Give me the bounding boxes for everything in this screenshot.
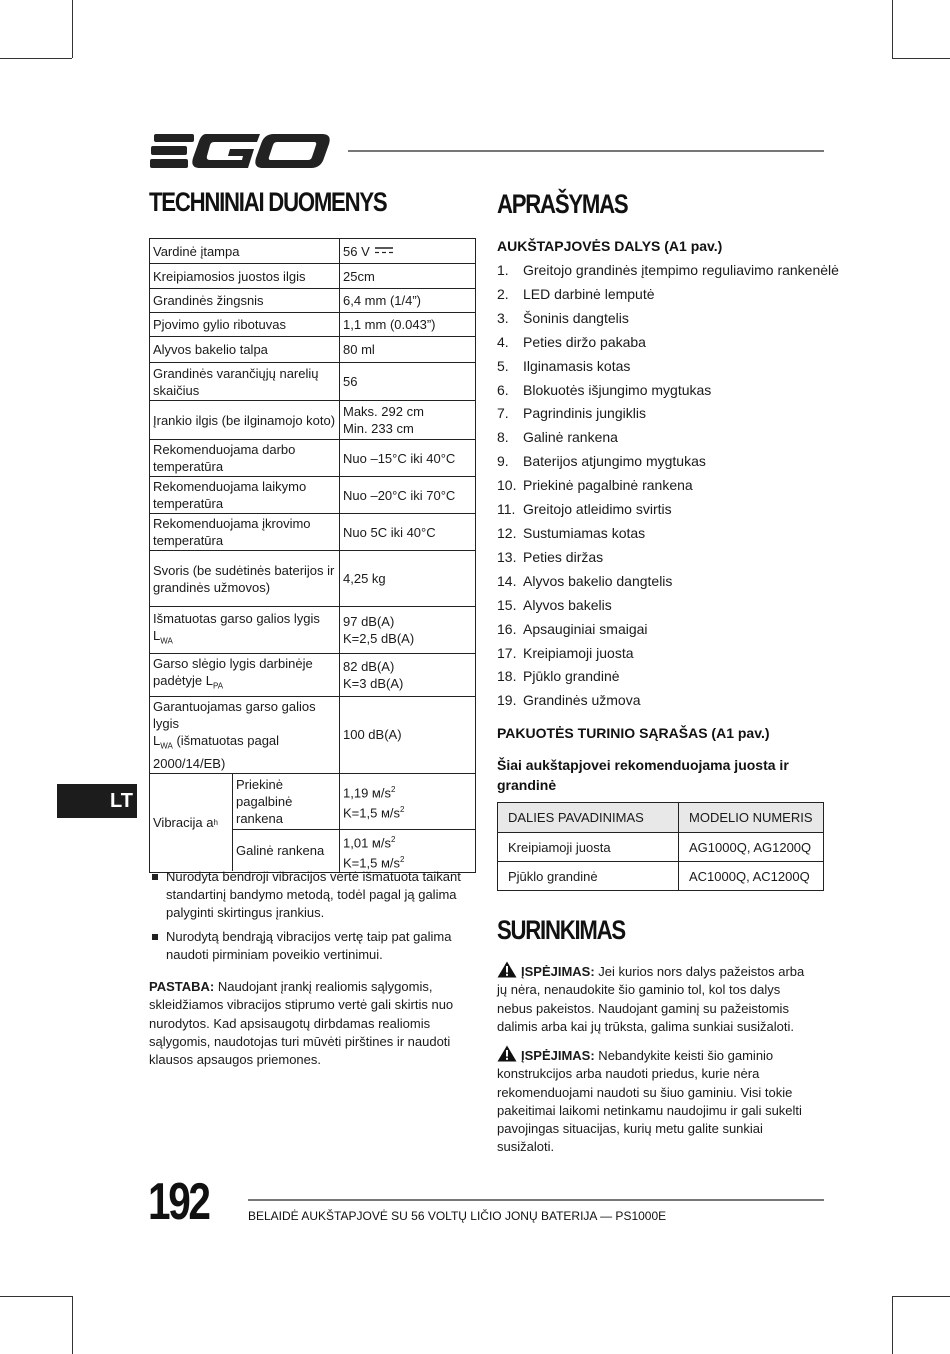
assembly-title: SURINKIMAS (497, 915, 625, 945)
list-item: 12. Sustumiamas kotas (497, 524, 646, 541)
table-row (150, 551, 476, 607)
list-item: 11. Greitojo atleidimo svirtis (497, 501, 672, 518)
table-row (150, 514, 476, 551)
spec-label: Garantuojamas garso galios lygis $L_{WA}$ (išmatuotas pagal 2000/14/EB) (150, 697, 340, 774)
crop-mark (892, 1296, 893, 1354)
recommendation-heading: Šiai aukštapjovei rekomenduojama juosta ir grandinė (497, 757, 789, 793)
spec-label: Rekomenduojama darbo temperatūra (150, 440, 340, 477)
description-title: APRAŠYMAS (497, 189, 628, 219)
list-item: 8. Galinė rankena (497, 429, 618, 446)
column-header: MODELIO NUMERIS (679, 803, 824, 833)
parts-model-table (497, 802, 824, 891)
table-header-row (498, 803, 824, 833)
language-tab: LT (57, 784, 137, 818)
warning-triangle-icon (497, 1045, 517, 1062)
parts-list (497, 259, 839, 713)
spec-label: Grandinės varančiųjų narelių skaičius (150, 363, 340, 401)
spec-value: Maks. 292 cm Min. 233 cm (340, 401, 476, 440)
spec-label: Išmatuotas garso galios lygis $L_{WA}$ (150, 607, 340, 654)
list-item: 19. Grandinės užmova (497, 692, 641, 709)
spec-table (149, 238, 476, 873)
list-item: 3. Šoninis dangtelis (497, 309, 629, 326)
table-row (150, 477, 476, 514)
table-row (498, 833, 824, 862)
list-item: 16. Apsauginiai smaigai (497, 620, 648, 637)
list-item: 18. Pjūklo grandinė (497, 668, 620, 685)
crop-mark (892, 58, 950, 59)
ego-logo (150, 130, 332, 172)
table-row (150, 697, 476, 774)
spec-label: Vardinė įtampa (150, 239, 340, 264)
note-paragraph: PASTABA: Naudojant įrankį realiomis sąlygomis, skleidžiamos vibracijos stiprumo vertė gali skirtis nuo nurodytos. Kad apsisaugotų dirbdamas realiomis sąlygomis, naudotojas turi mūvėti pirštines ir naudoti klausos apsaugos priemones. (149, 979, 454, 1068)
warning-triangle-icon (497, 961, 517, 978)
footer-rule (248, 1199, 824, 1201)
handle-front: Priekinė pagalbinė rankena (233, 774, 339, 830)
table-row (150, 239, 476, 264)
table-row (150, 440, 476, 477)
column-header: DALIES PAVADINIMAS (498, 803, 679, 833)
table-cell: Pjūklo grandinė (498, 862, 679, 891)
spec-value: 82 dB(A) K=3 dB(A) (340, 654, 476, 697)
list-item: 2. LED darbinė lemputė (497, 285, 655, 302)
package-heading: PAKUOTĖS TURINIO SĄRAŠAS (A1 pav.) (497, 725, 770, 741)
list-item: 15. Alyvos bakelis (497, 596, 612, 613)
list-item: 10. Priekinė pagalbinė rankena (497, 477, 693, 494)
spec-label: Pjovimo gylio ribotuvas (150, 313, 340, 337)
spec-value: 56 (340, 363, 476, 401)
table-cell: Kreipiamoji juosta (498, 833, 679, 862)
crop-mark (892, 0, 893, 58)
list-item: 13. Peties diržas (497, 548, 604, 565)
table-cell: AG1000Q, AG1200Q (679, 833, 824, 862)
table-row (150, 363, 476, 401)
crop-mark (0, 58, 72, 59)
spec-label: Kreipiamosios juostos ilgis (150, 264, 340, 289)
table-cell: AC1000Q, AC1200Q (679, 862, 824, 891)
list-item: 9. Baterijos atjungimo mygtukas (497, 453, 706, 470)
spec-label: Alyvos bakelio talpa (150, 337, 340, 363)
spec-label: Rekomenduojama laikymo temperatūra (150, 477, 340, 514)
list-item: 1. Greitojo grandinės įtempimo reguliavimo rankenėlė (497, 262, 839, 278)
spec-value: 1,19 $м/s^2$ K=1,5 $м/s^2$ (340, 773, 476, 829)
table-row (150, 289, 476, 313)
table-row (498, 862, 824, 891)
spec-value: 80 ml (340, 337, 476, 363)
spec-value: 25cm (340, 264, 476, 289)
warning-paragraph: ĮSPĖJIMAS: Jei kurios nors dalys pažeistos arba jų nėra, nenaudokite šio gaminio tol, kol tos dalys nebus pakeistos. Naudojant gaminį su pažeistomis dalimis arba kai jų trūksta, galima sunkiai susižaloti. (497, 961, 817, 1036)
spec-value: 6,4 mm (1/4”) (340, 289, 476, 313)
list-item: 4. Peties diržo pakaba (497, 333, 646, 350)
list-item: 5. Ilginamasis kotas (497, 357, 631, 374)
spec-value: 4,25 kg (340, 551, 476, 607)
spec-value: 97 dB(A) K=2,5 dB(A) (340, 607, 476, 654)
spec-value: Nuo –15°C iki 40°C (340, 440, 476, 477)
spec-value: 1,01 $м/s^2$ K=1,5 $м/s^2$ (340, 829, 476, 873)
spec-label: Įrankio ilgis (be ilginamojo koto) (150, 401, 340, 440)
list-item: 6. Blokuotės išjungimo mygtukas (497, 381, 712, 398)
crop-mark (72, 0, 73, 58)
table-row (150, 401, 476, 440)
list-item: Nurodyta bendroji vibracijos vertė išmatuota taikant standartinį bandymo metodą, todėl pagal ją galima palyginti skirtingus įrankius. (149, 868, 469, 922)
vibration-cell (150, 773, 340, 873)
list-item: 17. Kreipiamoji juosta (497, 644, 634, 661)
spec-value: Nuo –20°C iki 70°C (340, 477, 476, 514)
list-item: 7. Pagrindinis jungiklis (497, 405, 646, 422)
spec-label: Svoris (be sudėtinės baterijos ir grandinės užmovos) (150, 551, 340, 607)
spec-label: Rekomenduojama įkrovimo temperatūra (150, 514, 340, 551)
vibration-label: Vibracija a h (150, 774, 233, 871)
handle-rear: Galinė rankena (236, 843, 325, 859)
spec-value: Nuo 5C iki 40°C (340, 514, 476, 551)
footer-title: BELAIDĖ AUKŠTAPJOVĖ SU 56 VOLTŲ LIČIO JONŲ BATERIJA — PS1000E (248, 1209, 667, 1223)
table-row (150, 313, 476, 337)
dc-symbol-icon (375, 246, 393, 255)
table-row (150, 264, 476, 289)
table-row (150, 654, 476, 697)
spec-value: 1,1 mm (0.043”) (340, 313, 476, 337)
header-rule (348, 150, 824, 152)
vibration-notes (149, 868, 469, 970)
tech-data-title: TECHNINIAI DUOMENYS (149, 187, 387, 217)
list-item: Nurodytą bendrąją vibracijos vertę taip pat galima naudoti pirminiam poveikio vertinimui. (149, 928, 469, 964)
list-item: 14. Alyvos bakelio dangtelis (497, 572, 673, 589)
spec-value: 100 dB(A) (340, 697, 476, 774)
table-row (150, 607, 476, 654)
table-row (150, 337, 476, 363)
page-number: 192 (148, 1173, 209, 1231)
spec-label: Garso slėgio lygis darbinėje padėtyje $L_{PA}$ (150, 654, 340, 697)
warning-paragraph: ĮSPĖJIMAS: Nebandykite keisti šio gaminio konstrukcijos arba naudoti priedus, kurie nėra rekomenduojami naudoti su šiuo gaminiu. Visi tokie pakeitimai laikomi netinkamu naudojimu ir gali sukelti pavojingas situacijas, kurių metu galite sunkiai susižaloti. (497, 1045, 817, 1157)
table-row (150, 773, 476, 829)
crop-mark (0, 1296, 72, 1297)
parts-heading: AUKŠTAPJOVĖS DALYS (A1 pav.) (497, 238, 723, 254)
crop-mark (72, 1296, 73, 1354)
spec-label: Grandinės žingsnis (150, 289, 340, 313)
crop-mark (892, 1296, 950, 1297)
spec-value: 56 V (340, 239, 476, 264)
